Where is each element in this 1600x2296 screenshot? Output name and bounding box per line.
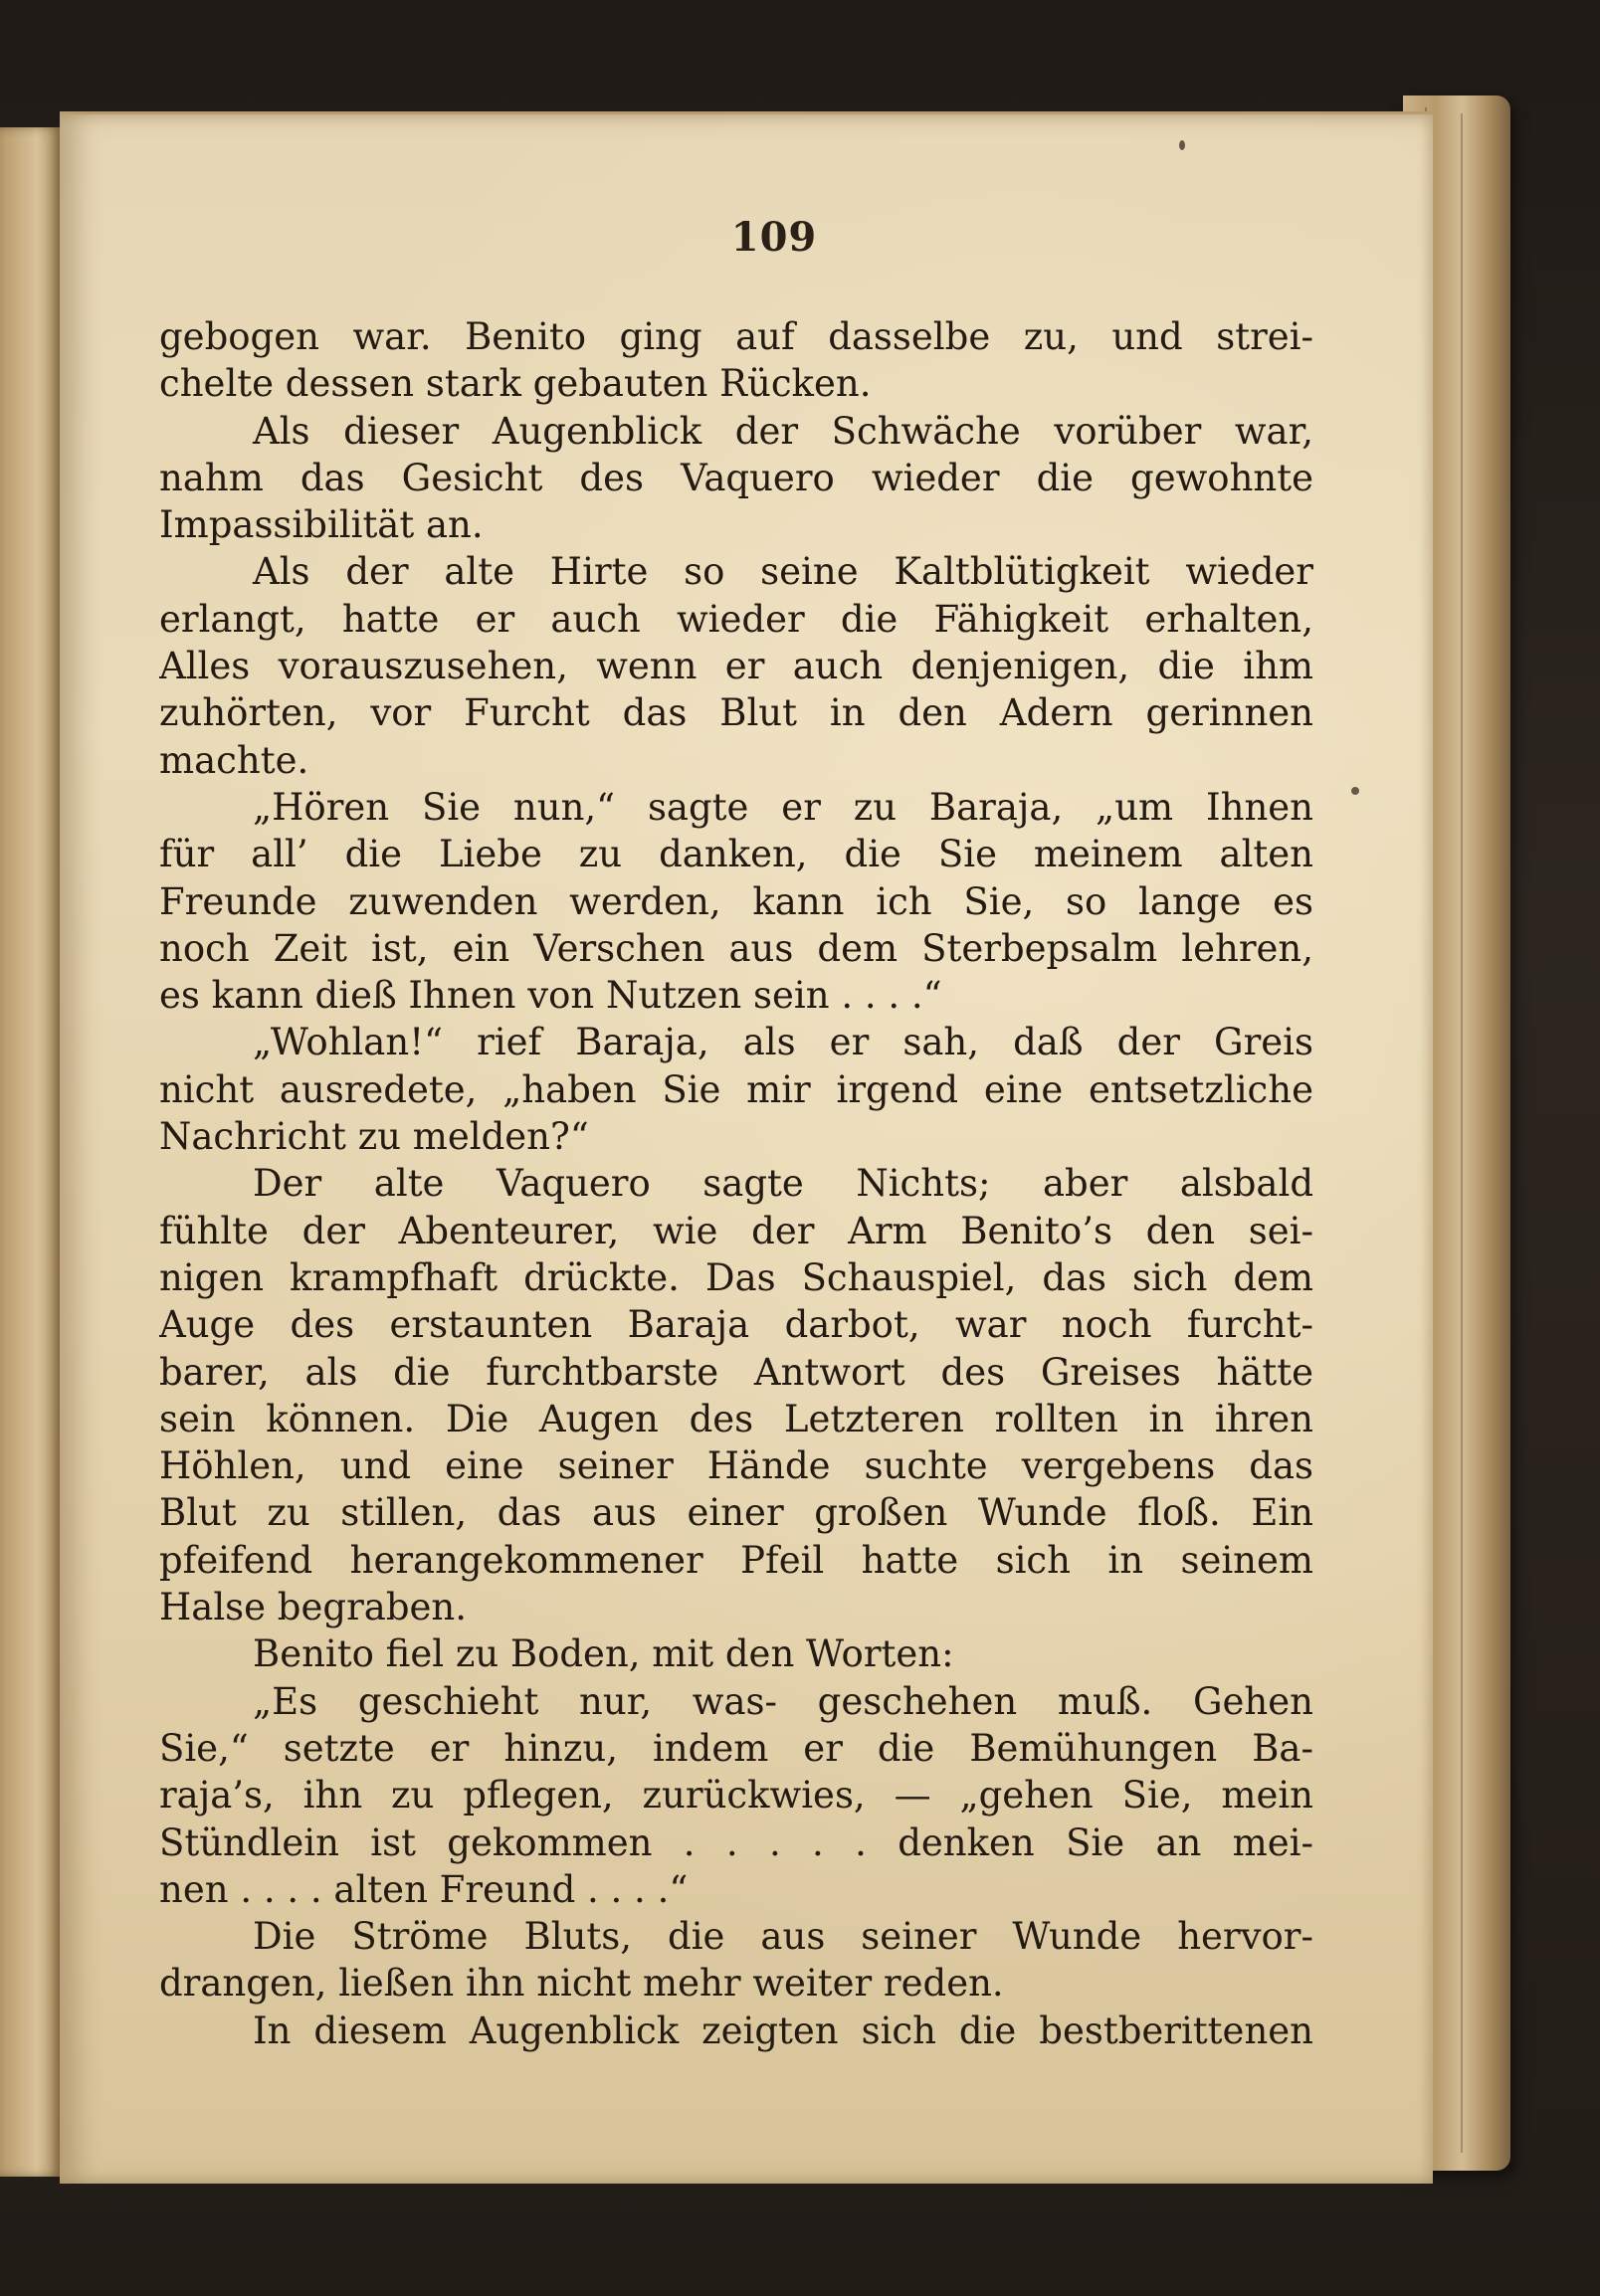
text-line: barer, als die furchtbarste Antwort des Greises hätte xyxy=(159,1350,1313,1394)
text-line: Blut zu stillen, das aus einer großen Wunde floß. Ein xyxy=(159,1491,1313,1535)
page-number: 109 xyxy=(730,214,818,261)
text-line: für all’ die Liebe zu danken, die Sie meinem alten xyxy=(159,833,1313,876)
text-line: Höhlen, und eine seiner Hände suchte vergebens das xyxy=(159,1444,1313,1488)
text-line: sein können. Die Augen des Letzteren rollten in ihren xyxy=(159,1397,1313,1440)
ink-spot xyxy=(1351,787,1359,795)
text-line: Stündlein ist gekommen . . . . . denken Sie an mei- xyxy=(159,1820,1313,1864)
text-line: nigen krampfhaft drückte. Das Schauspiel, das sich dem xyxy=(159,1255,1313,1299)
body-text xyxy=(159,313,1313,2054)
text-line: nicht ausredete, „haben Sie mir irgend eine entsetzliche xyxy=(159,1067,1313,1111)
text-line: Impassibilität an. xyxy=(159,503,484,547)
text-line: nahm das Gesicht des Vaquero wieder die gewohnte xyxy=(159,456,1313,499)
text-line: raja’s, ihn zu pflegen, zurückwies, — „gehen Sie, mein xyxy=(159,1774,1313,1818)
text-line: gebogen war. Benito ging auf dasselbe zu, und strei- xyxy=(159,315,1313,358)
text-line: pfeifend herangekommener Pfeil hatte sich in seinem xyxy=(159,1538,1313,1582)
text-line: Sie,“ setzte er hinzu, indem er die Bemühungen Ba- xyxy=(159,1726,1313,1770)
text-line: „Es geschieht nur, was- geschehen muß. Gehen xyxy=(253,1679,1313,1723)
text-line: drangen, ließen ihn nicht mehr weiter reden. xyxy=(159,1962,1004,2006)
text-line: zuhörten, vor Furcht das Blut in den Adern gerinnen xyxy=(159,691,1313,735)
text-line: es kann dieß Ihnen von Nutzen sein . . . .“ xyxy=(159,974,942,1018)
text-line: Freunde zuwenden werden, kann ich Sie, so lange es xyxy=(159,879,1313,923)
text-line: erlangt, hatte er auch wieder die Fähigkeit erhalten, xyxy=(159,597,1313,641)
text-line: Als der alte Hirte so seine Kaltblütigkeit wieder xyxy=(253,550,1313,594)
text-line: Als dieser Augenblick der Schwäche vorüber war, xyxy=(253,409,1313,453)
text-line: chelte dessen stark gebauten Rücken. xyxy=(159,362,872,406)
left-page-edge xyxy=(0,127,62,2177)
text-line: Der alte Vaquero sagte Nichts; aber alsbald xyxy=(253,1162,1313,1206)
text-line: Nachricht zu melden?“ xyxy=(159,1115,589,1159)
text-line: noch Zeit ist, ein Verschen aus dem Sterbepsalm lehren, xyxy=(159,926,1313,970)
text-line: nen . . . . alten Freund . . . .“ xyxy=(159,1867,689,1911)
text-line: Auge des erstaunten Baraja darbot, war noch furcht- xyxy=(159,1303,1313,1347)
book-page xyxy=(60,111,1433,2184)
text-line: In diesem Augenblick zeigten sich die bestberittenen xyxy=(253,2009,1313,2052)
text-line: Alles vorauszusehen, wenn er auch denjenigen, die ihm xyxy=(159,645,1313,688)
text-line: Halse begraben. xyxy=(159,1586,467,1629)
ink-spot xyxy=(1179,140,1185,150)
text-line: machte. xyxy=(159,738,309,782)
text-line: „Hören Sie nun,“ sagte er zu Baraja, „um Ihnen xyxy=(253,785,1313,829)
text-line: „Wohlan!“ rief Baraja, als er sah, daß der Greis xyxy=(253,1021,1313,1064)
text-line: fühlte der Abenteurer, wie der Arm Benito’s den sei- xyxy=(159,1209,1313,1252)
text-line: Benito fiel zu Boden, mit den Worten: xyxy=(253,1632,954,1676)
text-line: Die Ströme Bluts, die aus seiner Wunde hervor- xyxy=(253,1915,1313,1959)
